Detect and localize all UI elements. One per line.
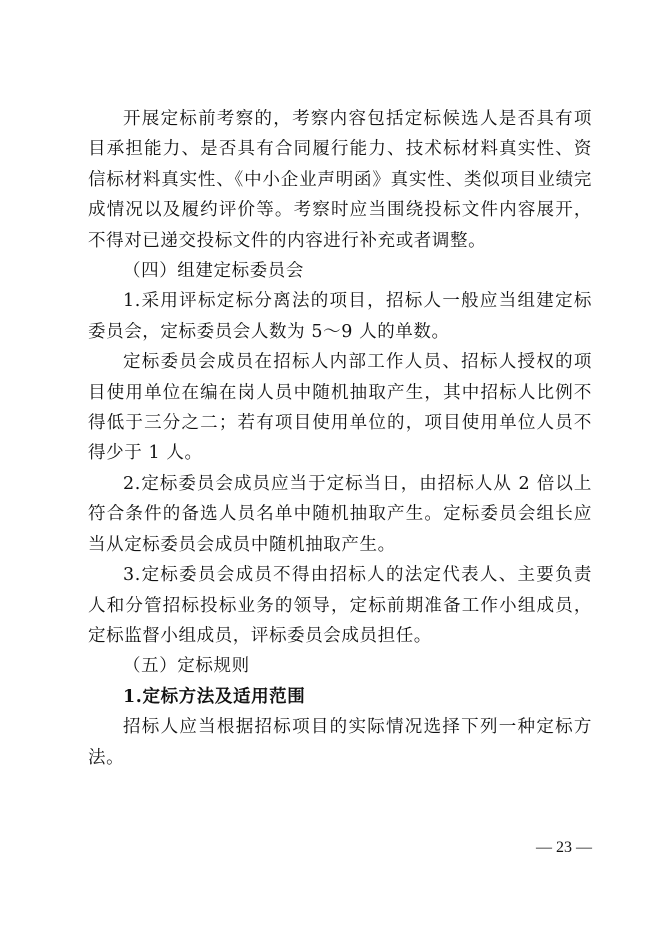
body-text	[88, 104, 592, 773]
page-number: — 23 —	[536, 839, 592, 856]
paragraph-member-selection: 2.定标委员会成员应当于定标当日，由招标人从 2 倍以上符合条件的备选人员名单中随机抽取产生。定标委员会组长应当从定标委员会成员中随机抽取产生。	[88, 473, 592, 555]
paragraph-member-exclusions: 3.定标委员会成员不得由招标人的法定代表人、主要负责人和分管招标投标业务的领导，定标前期准备工作小组成员，定标监督小组成员，评标委员会成员担任。	[88, 565, 592, 646]
paragraph-committee-formation: 1.采用评标定标分离法的项目，招标人一般应当组建定标委员会，定标委员会人数为 5～9 人的单数。	[88, 291, 592, 342]
section-heading-4: （四）组建定标委员会	[123, 261, 304, 282]
section-heading-5: （五）定标规则	[123, 656, 250, 677]
paragraph-committee-members: 定标委员会成员在招标人内部工作人员、招标人授权的项目使用单位在编在岗人员中随机抽取产生，其中招标人比例不得低于三分之二；若有项目使用单位的，项目使用单位人员不得少于 1 人。	[88, 352, 592, 464]
paragraph-method-selection: 招标人应当根据招标项目的实际情况选择下列一种定标方法。	[88, 717, 592, 768]
paragraph-inspection-content: 开展定标前考察的，考察内容包括定标候选人是否具有项目承担能力、是否具有合同履行能力、技术标材料真实性、资信标材料真实性、《中小企业声明函》真实性、类似项目业绩完成情况以及履约评价等。考察时应当围绕投标文件内容展开，不得对已递交投标文件的内容进行补充或者调整。	[88, 109, 592, 251]
subsection-heading-method: 1.定标方法及适用范围	[123, 686, 306, 707]
